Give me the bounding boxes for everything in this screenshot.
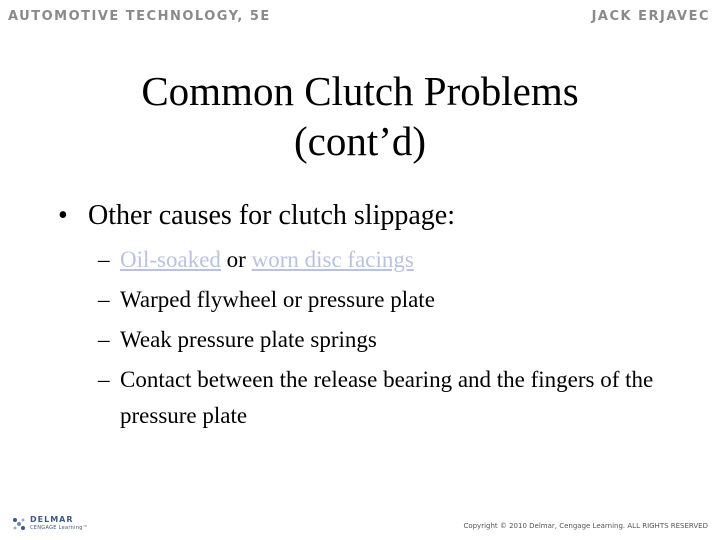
sub-bullet-item: [98, 242, 698, 278]
slide-title-line-1: Common Clutch Problems: [141, 68, 579, 114]
bullet-list: [58, 196, 698, 438]
sub-bullet-text: or: [220, 247, 252, 272]
sub-bullet-text: Warped flywheel or pressure plate: [120, 287, 435, 312]
link-oil-soaked[interactable]: Oil-soaked: [120, 247, 221, 272]
logo-bottom-text: CENGAGE Learning™: [30, 525, 89, 531]
dash-mark: –: [98, 247, 110, 272]
sub-bullet-item: [98, 322, 698, 358]
slide-title: [0, 66, 720, 166]
bullet-item: [58, 196, 698, 236]
sub-bullet-text: Contact between the release bearing and the fingers of the pressure plate: [120, 367, 654, 428]
delmar-logo: [12, 516, 88, 532]
sub-bullet-list: [98, 242, 698, 434]
sub-bullet-item: [98, 282, 698, 318]
dash-mark: –: [98, 367, 110, 392]
slide-title-line-2: (cont’d): [293, 118, 427, 164]
dash-mark: –: [98, 287, 110, 312]
dash-mark: –: [98, 327, 110, 352]
bullet-mark: •: [58, 200, 68, 231]
author-name: JACK ERJAVEC: [591, 9, 710, 24]
sub-bullet-item: [98, 362, 698, 434]
copyright-notice: Copyright © 2010 Delmar, Cengage Learning. ALL RIGHTS RESERVED: [463, 522, 708, 530]
link-worn-disc-facings[interactable]: worn disc facings: [251, 247, 414, 272]
sub-bullet-text: Weak pressure plate springs: [120, 327, 377, 352]
bullet-text: Other causes for clutch slippage:: [88, 200, 455, 231]
logo-top-text: DELMAR: [30, 515, 74, 524]
delmar-logo-icon: [12, 517, 26, 531]
book-title: AUTOMOTIVE TECHNOLOGY, 5E: [8, 9, 271, 24]
delmar-logo-text: [30, 516, 88, 532]
